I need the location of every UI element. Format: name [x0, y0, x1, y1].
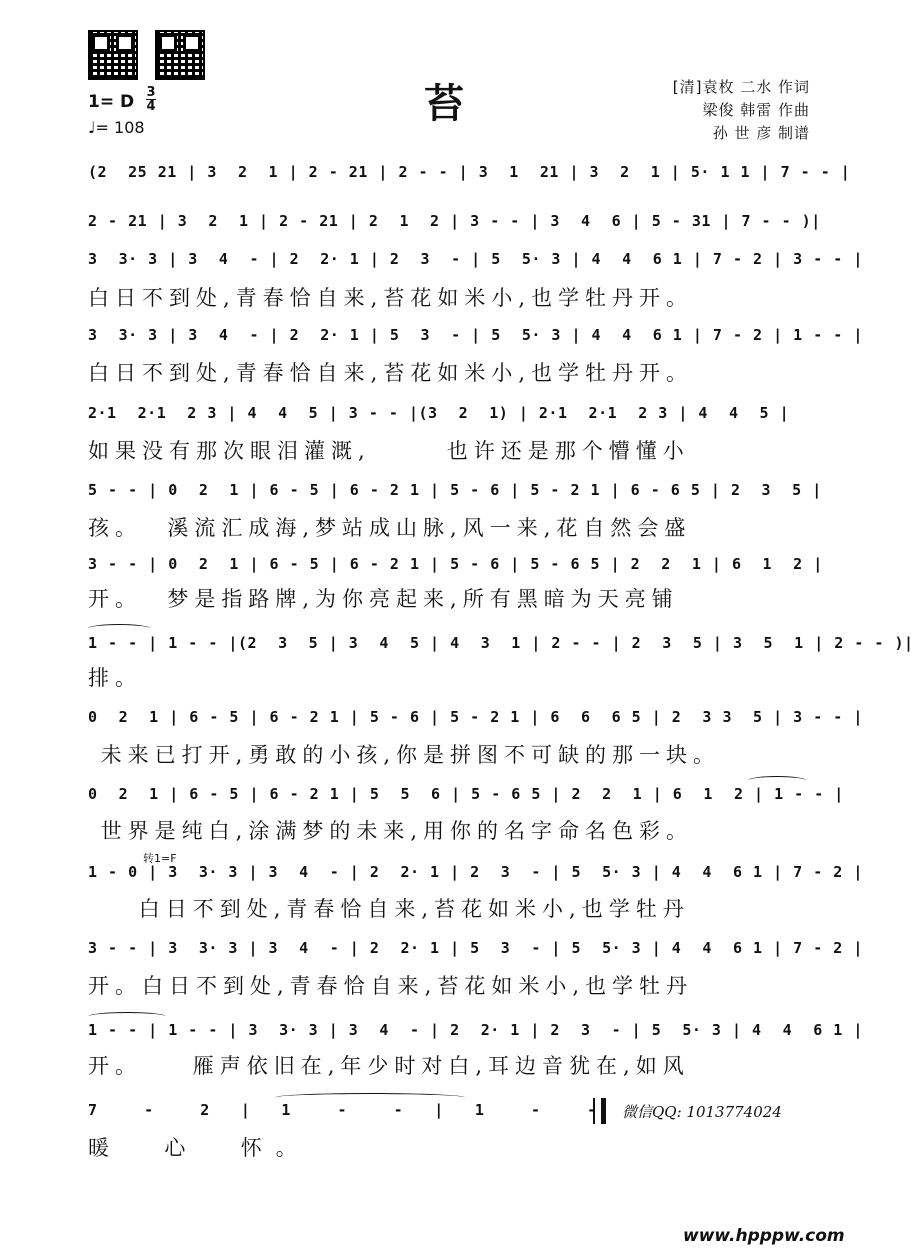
lyric-line: 未来已打开,勇敢的小孩,你是拼图不可缺的那一块。	[88, 743, 721, 767]
lyric-line: 白日不到处,青春恰自来,苔花如米小,也学牡丹开。	[88, 361, 694, 385]
composer-credit: 梁俊 韩雷 作曲	[702, 101, 810, 119]
notation-line: 2 - 21 | 3 2 1 | 2 - 21 | 2 1 2 | 3 - - | 3 4 6 | 5 - 31 | 7 - - )|	[88, 212, 821, 230]
notation-line: 1 - - | 1 - - | 3 3· 3 | 3 4 - | 2 2· 1 | 2 3 - | 5 5· 3 | 4 4 6 1 |	[88, 1021, 863, 1039]
notation-line: 0 2 1 | 6 - 5 | 6 - 2 1 | 5 - 6 | 5 - 2 1 | 6 6 6 5 | 2 3 3 5 | 3 - - |	[88, 708, 863, 726]
time-signature-bottom: 4	[146, 99, 156, 114]
notation-line: 3 3· 3 | 3 4 - | 2 2· 1 | 2 3 - | 5 5· 3 | 4 4 6 1 | 7 - 2 | 3 - - |	[88, 250, 863, 268]
lyric-line: 开。 雁声依旧在,年少时对白,耳边音犹在,如风	[88, 1054, 690, 1078]
notation-line: 0 2 1 | 6 - 5 | 6 - 2 1 | 5 5 6 | 5 - 6 5 | 2 2 1 | 6 1 2 | 1 - - |	[88, 785, 844, 803]
lyric-line: 孩。 溪流汇成海,梦站成山脉,风一来,花自然会盛	[88, 516, 692, 540]
lyric-line: 白日不到处,青春恰自来,苔花如米小,也学牡丹开。	[88, 286, 694, 310]
notation-line: 3 - - | 3 3· 3 | 3 4 - | 2 2· 1 | 5 3 - | 5 5· 3 | 4 4 6 1 | 7 - 2 |	[88, 939, 863, 957]
notation-line: 7 - 2 | 1 - - | 1 - -	[88, 1101, 597, 1119]
lyricist-credit: [清]袁枚 二水 作词	[672, 78, 810, 96]
credits	[650, 76, 810, 145]
lyric-line: 如果没有那次眼泪灌溉, 也许还是那个懵懂小	[88, 439, 690, 463]
time-signature	[146, 86, 156, 113]
end-barline	[593, 1098, 606, 1124]
song-title: 苔	[424, 81, 464, 127]
time-signature-top: 3	[146, 85, 156, 100]
wechat-contact: 微信QQ: 1013774024	[622, 1103, 782, 1121]
lyric-line: 白日不到处,青春恰自来,苔花如米小,也学牡丹	[88, 897, 690, 921]
lyric-line: 世界是纯白,涂满梦的未来,用你的名字命名色彩。	[88, 819, 694, 843]
tempo-marking: ♩= 108	[88, 118, 145, 137]
lyric-line: 开。白日不到处,青春恰自来,苔花如米小,也学牡丹	[88, 974, 694, 998]
notation-line: 1 - 0 | 3 3· 3 | 3 4 - | 2 2· 1 | 2 3 - | 5 5· 3 | 4 4 6 1 | 7 - 2 |	[88, 863, 863, 881]
lyric-line: 暖 心 怀。	[88, 1136, 311, 1160]
key-change-marking: 转1=F	[143, 852, 177, 865]
notation-line: 3 3· 3 | 3 4 - | 2 2· 1 | 5 3 - | 5 5· 3 | 4 4 6 1 | 7 - 2 | 1 - - |	[88, 326, 863, 344]
notation-line: (2 25 21 | 3 2 1 | 2 - 21 | 2 - - | 3 1 21 | 3 2 1 | 5· 1 1 | 7 - - |	[88, 163, 851, 181]
notation-line: 5 - - | 0 2 1 | 6 - 5 | 6 - 2 1 | 5 - 6 | 5 - 2 1 | 6 - 6 5 | 2 3 5 |	[88, 481, 822, 499]
notation-line: 2·1 2·1 2 3 | 4 4 5 | 3 - - |(3 2 1) | 2·1 2·1 2 3 | 4 4 5 |	[88, 404, 790, 422]
lyric-line: 开。 梦是指路牌,为你亮起来,所有黑暗为天亮铺	[88, 587, 679, 611]
transcriber-credit: 孙 世 彦 制谱	[712, 124, 810, 142]
website-watermark: www.hpppw.com	[683, 1226, 845, 1246]
key-signature: 1= D	[88, 92, 135, 112]
tie	[748, 776, 806, 785]
tie	[88, 624, 150, 633]
tie	[88, 1012, 166, 1021]
notation-line: 1 - - | 1 - - |(2 3 5 | 3 4 5 | 4 3 1 | 2 - - | 2 3 5 | 3 5 1 | 2 - - )|	[88, 634, 914, 652]
notation-line: 3 - - | 0 2 1 | 6 - 5 | 6 - 2 1 | 5 - 6 | 5 - 6 5 | 2 2 1 | 6 1 2 |	[88, 555, 823, 573]
lyric-line: 排。	[88, 666, 142, 690]
